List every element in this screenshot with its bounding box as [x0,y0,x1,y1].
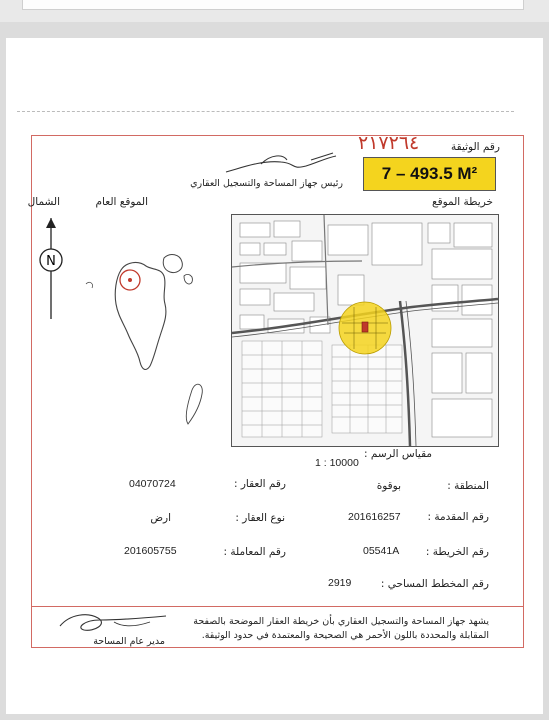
property-no-value: 04070724 [129,478,176,490]
scale-label: مقياس الرسم : [363,448,432,460]
north-arrow-icon [36,216,66,321]
doc-number-handwritten: ٢١٧٢٦٤ [358,132,420,154]
survey-plan-label: رقم المخطط المساحي : [380,578,489,590]
certification-line-1: يشهد جهاز المساحة والتسجيل العقاري بأن خريطة العقار الموضحة بالصفحة [193,616,489,627]
signatory-title: رئيس جهاز المساحة والتسجيل العقاري [190,178,343,189]
application-no-value: 201616257 [348,511,401,523]
certification-line-2: المقابلة والمحددة باللون الأحمر هي الصحيحة والمعتمدة في حدود الوثيقة. [201,630,489,641]
svg-text:N: N [46,254,56,269]
region-value: بوقوة [376,480,401,492]
property-no-label: رقم العقار : [233,478,286,490]
survey-plan-value: 2919 [328,577,352,589]
area-badge: 7 – 493.5 M² [363,157,496,191]
doc-number-label: رقم الوثيقة [451,141,500,153]
director-title: مدير عام المساحة [93,636,165,647]
bahrain-overview-map [66,230,216,450]
previous-page-strip [0,0,549,22]
application-no-label: رقم المقدمة : [427,511,489,523]
transaction-no-value: 201605755 [124,545,177,557]
north-label: الشمال [27,196,60,208]
map-no-value: 05541A [363,545,400,557]
property-type-value: ارض [150,512,171,524]
property-type-label: نوع العقار : [235,512,285,524]
general-location-label: الموقع العام [95,196,148,208]
site-location-map [231,214,499,447]
scale-value: 1 : 10000 [315,457,359,469]
map-no-label: رقم الخريطة : [425,546,489,558]
document-page [6,38,543,714]
transaction-no-label: رقم المعاملة : [223,546,286,558]
region-label: المنطقة : [447,480,489,492]
top-dashed-line [17,111,514,112]
site-map-label: خريطة الموقع [431,196,493,208]
president-signature [221,150,341,178]
